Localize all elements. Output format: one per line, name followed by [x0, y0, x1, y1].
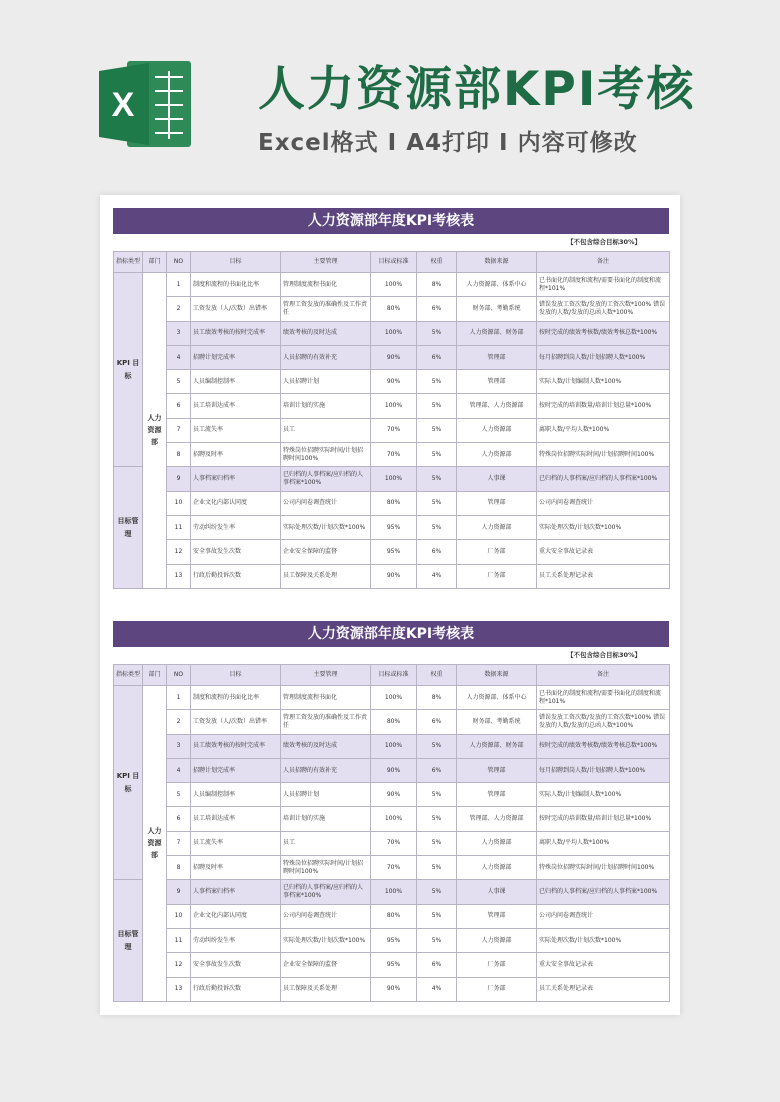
management-cell: 绩效考核的及时达成 — [281, 321, 371, 345]
no-cell: 4 — [167, 345, 191, 369]
source-cell: 厂务部 — [457, 953, 537, 977]
weight-cell: 5% — [417, 418, 457, 442]
management-cell: 员工 — [281, 831, 371, 855]
source-cell: 人力资源部 — [457, 928, 537, 952]
remark-cell: 已归档的人事档案/应归档的人事档案*100% — [537, 467, 670, 491]
logo-letter: X — [111, 86, 135, 124]
excel-logo-icon — [97, 55, 197, 153]
management-cell: 已归档的人事档案/应归档的人事档案*100% — [281, 467, 371, 491]
no-cell: 3 — [167, 734, 191, 758]
target-cell: 员工流失率 — [191, 418, 281, 442]
remark-cell: 员工关系处理记录表 — [537, 977, 670, 1001]
standard-cell: 90% — [371, 564, 417, 588]
standard-cell: 90% — [371, 783, 417, 807]
col-header: 部门 — [143, 252, 167, 273]
weight-cell: 5% — [417, 807, 457, 831]
table-header-row — [114, 665, 670, 686]
weight-cell: 6% — [417, 540, 457, 564]
no-cell: 4 — [167, 758, 191, 782]
no-cell: 2 — [167, 710, 191, 734]
weight-cell: 5% — [417, 880, 457, 904]
no-cell: 9 — [167, 880, 191, 904]
management-cell: 员工保障及关系处理 — [281, 564, 371, 588]
page-title: 人力资源部KPI考核 — [258, 62, 696, 117]
kpi-table — [113, 664, 670, 1002]
col-header: 主要管理 — [281, 252, 371, 273]
target-cell: 人事档案归档率 — [191, 880, 281, 904]
remark-cell: 实际处理次数/计划次数*100% — [537, 515, 670, 539]
standard-cell: 100% — [371, 807, 417, 831]
target-cell: 工资发放（人/次数）出错率 — [191, 710, 281, 734]
source-cell: 人力资源部 — [457, 831, 537, 855]
col-header: 目标或标准 — [371, 252, 417, 273]
no-cell: 7 — [167, 831, 191, 855]
no-cell: 13 — [167, 977, 191, 1001]
no-cell: 6 — [167, 807, 191, 831]
weight-cell: 4% — [417, 977, 457, 1001]
standard-cell: 90% — [371, 977, 417, 1001]
target-cell: 人员编制控制率 — [191, 370, 281, 394]
sheet-title: 人力资源部年度KPI考核表 — [113, 621, 669, 647]
col-header: 备注 — [537, 252, 670, 273]
management-cell: 公司内问卷调查统计 — [281, 904, 371, 928]
target-cell: 行政后勤投诉次数 — [191, 977, 281, 1001]
standard-cell: 95% — [371, 540, 417, 564]
table-row — [114, 564, 670, 588]
source-cell: 厂务部 — [457, 540, 537, 564]
target-cell: 劳动纠纷发生率 — [191, 928, 281, 952]
source-cell: 管理部 — [457, 491, 537, 515]
remark-cell: 实际人数/计划编制人数*100% — [537, 783, 670, 807]
standard-cell: 100% — [371, 880, 417, 904]
col-header: 权重 — [417, 252, 457, 273]
page-subtitle: Excel格式 I A4打印 I 内容可修改 — [258, 130, 638, 156]
category-cell: KPI 目标 — [114, 273, 143, 467]
no-cell: 9 — [167, 467, 191, 491]
management-cell: 培训计划的实施 — [281, 807, 371, 831]
weight-cell: 5% — [417, 394, 457, 418]
standard-cell: 100% — [371, 734, 417, 758]
col-header: 备注 — [537, 665, 670, 686]
source-cell: 财务部、考勤系统 — [457, 710, 537, 734]
remark-cell: 公司内问卷调查统计 — [537, 491, 670, 515]
source-cell: 人力资源部、体系中心 — [457, 273, 537, 297]
standard-cell: 100% — [371, 273, 417, 297]
management-cell: 员工保障及关系处理 — [281, 977, 371, 1001]
table-row — [114, 710, 670, 734]
management-cell: 员工 — [281, 418, 371, 442]
source-cell: 管理部 — [457, 345, 537, 369]
table-row — [114, 540, 670, 564]
remark-cell: 每月招聘到岗人数/计划招聘人数*100% — [537, 758, 670, 782]
no-cell: 11 — [167, 928, 191, 952]
source-cell: 人力资源部 — [457, 856, 537, 880]
kpi-sheet-1 — [113, 208, 669, 589]
target-cell: 人事档案归档率 — [191, 467, 281, 491]
weight-cell: 5% — [417, 831, 457, 855]
source-cell: 厂务部 — [457, 977, 537, 1001]
table-row — [114, 928, 670, 952]
no-cell: 10 — [167, 904, 191, 928]
source-cell: 人力资源部 — [457, 515, 537, 539]
weight-cell: 6% — [417, 297, 457, 321]
table-row — [114, 370, 670, 394]
col-header: NO — [167, 252, 191, 273]
standard-cell: 70% — [371, 443, 417, 467]
source-cell: 人力资源部 — [457, 443, 537, 467]
source-cell: 人力资源部 — [457, 418, 537, 442]
management-cell: 培训计划的实施 — [281, 394, 371, 418]
source-cell: 人事课 — [457, 467, 537, 491]
category-cell: KPI 目标 — [114, 686, 143, 880]
source-cell: 管理部、人力资源部 — [457, 394, 537, 418]
target-cell: 安全事故发生次数 — [191, 953, 281, 977]
department-cell: 人力资源部 — [143, 686, 167, 1002]
management-cell: 人员招聘计划 — [281, 783, 371, 807]
source-cell: 管理部 — [457, 370, 537, 394]
weight-cell: 5% — [417, 856, 457, 880]
target-cell: 行政后勤投诉次数 — [191, 564, 281, 588]
standard-cell: 80% — [371, 491, 417, 515]
weight-cell: 6% — [417, 953, 457, 977]
weight-cell: 5% — [417, 783, 457, 807]
remark-cell: 错误发放工资次数/发放的工资次数*100% 错误发放的人数/发放的总函人数*100% — [537, 297, 670, 321]
sheet-note: 【不包含综合目标30%】 — [566, 238, 641, 246]
table-row — [114, 977, 670, 1001]
standard-cell: 100% — [371, 686, 417, 710]
source-cell: 人力资源部、体系中心 — [457, 686, 537, 710]
remark-cell: 按时完成的培训数量/培训计划总量*100% — [537, 394, 670, 418]
remark-cell: 公司内问卷调查统计 — [537, 904, 670, 928]
table-row — [114, 297, 670, 321]
management-cell: 企业安全保障的监督 — [281, 953, 371, 977]
table-row — [114, 904, 670, 928]
remark-cell: 每月招聘到岗人数/计划招聘人数*100% — [537, 345, 670, 369]
standard-cell: 95% — [371, 515, 417, 539]
standard-cell: 95% — [371, 928, 417, 952]
no-cell: 11 — [167, 515, 191, 539]
management-cell: 特殊岗位招聘实际时间/计划招聘时间100% — [281, 443, 371, 467]
target-cell: 企业文化内部认同度 — [191, 904, 281, 928]
category-cell: 目标管理 — [114, 467, 143, 588]
source-cell: 财务部、考勤系统 — [457, 297, 537, 321]
weight-cell: 5% — [417, 370, 457, 394]
no-cell: 10 — [167, 491, 191, 515]
remark-cell: 特殊岗位招聘实际时间/计划招聘时间100% — [537, 856, 670, 880]
standard-cell: 70% — [371, 856, 417, 880]
management-cell: 人员招聘计划 — [281, 370, 371, 394]
standard-cell: 100% — [371, 394, 417, 418]
table-row — [114, 734, 670, 758]
target-cell: 劳动纠纷发生率 — [191, 515, 281, 539]
target-cell: 企业文化内部认同度 — [191, 491, 281, 515]
col-header: NO — [167, 665, 191, 686]
source-cell: 管理部 — [457, 904, 537, 928]
source-cell: 人力资源部、财务部 — [457, 321, 537, 345]
target-cell: 员工培训达成率 — [191, 394, 281, 418]
remark-cell: 已归档的人事档案/应归档的人事档案*100% — [537, 880, 670, 904]
management-cell: 人员招聘的有效补充 — [281, 758, 371, 782]
remark-cell: 离职人数/平均人数*100% — [537, 418, 670, 442]
target-cell: 人员编制控制率 — [191, 783, 281, 807]
no-cell: 3 — [167, 321, 191, 345]
table-row — [114, 345, 670, 369]
no-cell: 5 — [167, 783, 191, 807]
management-cell: 企业安全保障的监督 — [281, 540, 371, 564]
target-cell: 员工绩效考核的按时完成率 — [191, 321, 281, 345]
remark-cell: 按时完成的培训数量/培训计划总量*100% — [537, 807, 670, 831]
source-cell: 管理部 — [457, 758, 537, 782]
weight-cell: 4% — [417, 564, 457, 588]
target-cell: 员工培训达成率 — [191, 807, 281, 831]
col-header: 数据来源 — [457, 252, 537, 273]
source-cell: 管理部、人力资源部 — [457, 807, 537, 831]
standard-cell: 90% — [371, 370, 417, 394]
standard-cell: 70% — [371, 418, 417, 442]
no-cell: 1 — [167, 686, 191, 710]
standard-cell: 70% — [371, 831, 417, 855]
target-cell: 员工流失率 — [191, 831, 281, 855]
kpi-table — [113, 251, 670, 589]
management-cell: 管理工资发放的准确性及工作责任 — [281, 710, 371, 734]
cover-header — [0, 0, 780, 190]
management-cell: 管理制度流程书面化 — [281, 273, 371, 297]
management-cell: 实际处理次数/计划次数*100% — [281, 928, 371, 952]
standard-cell: 90% — [371, 345, 417, 369]
target-cell: 制度和流程的书面化比率 — [191, 686, 281, 710]
table-row — [114, 515, 670, 539]
standard-cell: 100% — [371, 321, 417, 345]
management-cell: 绩效考核的及时达成 — [281, 734, 371, 758]
table-row — [114, 807, 670, 831]
no-cell: 7 — [167, 418, 191, 442]
table-row — [114, 491, 670, 515]
col-header: 目标 — [191, 665, 281, 686]
department-cell: 人力资源部 — [143, 273, 167, 589]
weight-cell: 6% — [417, 345, 457, 369]
table-header-row — [114, 252, 670, 273]
col-header: 权重 — [417, 665, 457, 686]
no-cell: 8 — [167, 443, 191, 467]
target-cell: 员工绩效考核的按时完成率 — [191, 734, 281, 758]
table-row — [114, 443, 670, 467]
target-cell: 招聘计划完成率 — [191, 758, 281, 782]
weight-cell: 6% — [417, 758, 457, 782]
remark-cell: 按时完成的绩效考核数/绩效考核总数*100% — [537, 321, 670, 345]
category-cell: 目标管理 — [114, 880, 143, 1001]
management-cell: 公司内问卷调查统计 — [281, 491, 371, 515]
source-cell: 厂务部 — [457, 564, 537, 588]
target-cell: 招聘计划完成率 — [191, 345, 281, 369]
weight-cell: 5% — [417, 443, 457, 467]
remark-cell: 员工关系处理记录表 — [537, 564, 670, 588]
management-cell: 管理工资发放的准确性及工作责任 — [281, 297, 371, 321]
standard-cell: 80% — [371, 297, 417, 321]
source-cell: 人事课 — [457, 880, 537, 904]
standard-cell: 90% — [371, 758, 417, 782]
target-cell: 招聘及时率 — [191, 443, 281, 467]
target-cell: 招聘及时率 — [191, 856, 281, 880]
remark-cell: 重大安全事故记录表 — [537, 540, 670, 564]
sheet-note: 【不包含综合目标30%】 — [566, 651, 641, 659]
no-cell: 5 — [167, 370, 191, 394]
col-header: 目标或标准 — [371, 665, 417, 686]
target-cell: 制度和流程的书面化比率 — [191, 273, 281, 297]
source-cell: 人力资源部、财务部 — [457, 734, 537, 758]
col-header: 目标 — [191, 252, 281, 273]
weight-cell: 5% — [417, 904, 457, 928]
col-header: 部门 — [143, 665, 167, 686]
table-row — [114, 321, 670, 345]
weight-cell: 6% — [417, 710, 457, 734]
table-row — [114, 880, 670, 904]
standard-cell: 95% — [371, 953, 417, 977]
no-cell: 2 — [167, 297, 191, 321]
remark-cell: 离职人数/平均人数*100% — [537, 831, 670, 855]
standard-cell: 80% — [371, 710, 417, 734]
no-cell: 12 — [167, 953, 191, 977]
table-row — [114, 467, 670, 491]
remark-cell: 已书面化的制度和流程/需要书面化的制度和流程*101% — [537, 273, 670, 297]
kpi-sheet-2 — [113, 621, 669, 1002]
remark-cell: 错误发放工资次数/发放的工资次数*100% 错误发放的人数/发放的总函人数*100% — [537, 710, 670, 734]
table-row — [114, 831, 670, 855]
table-row — [114, 758, 670, 782]
no-cell: 12 — [167, 540, 191, 564]
weight-cell: 8% — [417, 273, 457, 297]
table-row — [114, 418, 670, 442]
standard-cell: 80% — [371, 904, 417, 928]
management-cell: 实际处理次数/计划次数*100% — [281, 515, 371, 539]
weight-cell: 5% — [417, 491, 457, 515]
document-page — [100, 195, 680, 1015]
remark-cell: 已书面化的制度和流程/需要书面化的制度和流程*101% — [537, 686, 670, 710]
table-row — [114, 273, 670, 297]
target-cell: 工资发放（人/次数）出错率 — [191, 297, 281, 321]
remark-cell: 特殊岗位招聘实际时间/计划招聘时间100% — [537, 443, 670, 467]
management-cell: 管理制度流程书面化 — [281, 686, 371, 710]
management-cell: 特殊岗位招聘实际时间/计划招聘时间100% — [281, 856, 371, 880]
remark-cell: 重大安全事故记录表 — [537, 953, 670, 977]
table-row — [114, 394, 670, 418]
table-row — [114, 856, 670, 880]
col-header: 主要管理 — [281, 665, 371, 686]
weight-cell: 5% — [417, 515, 457, 539]
weight-cell: 8% — [417, 686, 457, 710]
source-cell: 管理部 — [457, 783, 537, 807]
remark-cell: 按时完成的绩效考核数/绩效考核总数*100% — [537, 734, 670, 758]
col-header: 数据来源 — [457, 665, 537, 686]
col-header: 指标类型 — [114, 665, 143, 686]
management-cell: 已归档的人事档案/应归档的人事档案*100% — [281, 880, 371, 904]
no-cell: 8 — [167, 856, 191, 880]
col-header: 指标类型 — [114, 252, 143, 273]
no-cell: 13 — [167, 564, 191, 588]
weight-cell: 5% — [417, 321, 457, 345]
no-cell: 1 — [167, 273, 191, 297]
weight-cell: 5% — [417, 928, 457, 952]
no-cell: 6 — [167, 394, 191, 418]
remark-cell: 实际人数/计划编制人数*100% — [537, 370, 670, 394]
table-row — [114, 783, 670, 807]
table-row — [114, 686, 670, 710]
weight-cell: 5% — [417, 734, 457, 758]
table-row — [114, 953, 670, 977]
sheet-title: 人力资源部年度KPI考核表 — [113, 208, 669, 234]
target-cell: 安全事故发生次数 — [191, 540, 281, 564]
standard-cell: 100% — [371, 467, 417, 491]
remark-cell: 实际处理次数/计划次数*100% — [537, 928, 670, 952]
management-cell: 人员招聘的有效补充 — [281, 345, 371, 369]
weight-cell: 5% — [417, 467, 457, 491]
